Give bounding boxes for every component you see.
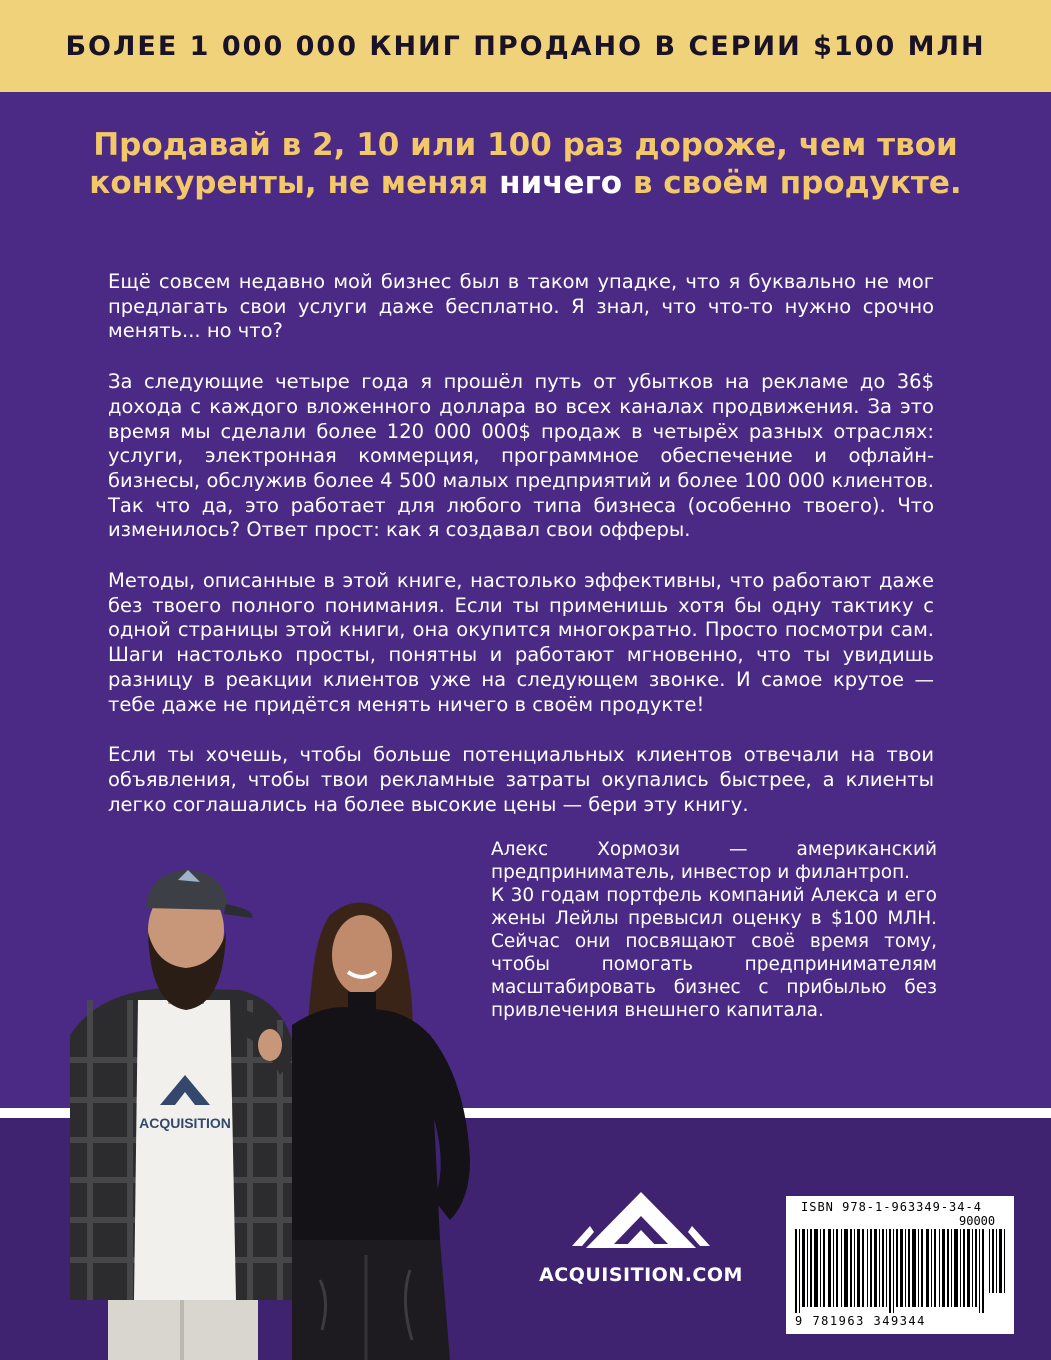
shirt-text: ACQUISITION	[139, 1115, 231, 1131]
top-banner	[0, 0, 1051, 92]
price-code: 90000	[959, 1214, 996, 1228]
bio-line-1: Алекс Хормози — американский предприниматель, инвестор и филантроп.	[491, 839, 937, 883]
acquisition-logo-text: ACQUISITION.COM	[539, 1264, 743, 1286]
headline-part1: Продавай в 2, 10 или 100 раз дороже, чем твои конкуренты, не меняя	[89, 127, 958, 201]
author-photo	[30, 860, 500, 1360]
barcode-bars	[793, 1229, 1007, 1313]
headline-highlight: ничего	[499, 165, 623, 201]
paragraph-4: Если ты хочешь, чтобы больше потенциальных клиентов отвечали на твои объявления, чтобы твои рекламные затраты окупались быстрее, а клиенты легко соглашались на более высокие цены — бери эту книгу.	[108, 743, 934, 816]
description	[108, 270, 934, 843]
headline-part2: в своём продукте.	[622, 165, 962, 201]
bio-line-2: К 30 годам портфель компаний Алекса и его жены Лейлы превысил оценку в $100 МЛН. Сейчас они посвящают своё время тому, чтобы помогать предпринимателям масштабировать бизнес с прибылью без привлечения внешнего капитала.	[491, 885, 937, 1021]
paragraph-2: За следующие четыре года я прошёл путь от убытков на рекламе до 36$ дохода с каждого вложенного доллара во всех каналах продвижения. За это время мы сделали более 120 000 000$ продаж в четырёх разных отраслях: услуги, электронная коммерция, программное обеспечение и офлайн-бизнесы, обслужив более 4 500 малых предприятий и более 100 000 клиентов. Так что да, это работает для любого типа бизнеса (особенно твоего). Что изменилось? Ответ прост: как я создавал свои офферы.	[108, 370, 934, 542]
isbn-barcode	[786, 1196, 1014, 1334]
author-bio	[491, 838, 937, 1022]
paragraph-1: Ещё совсем недавно мой бизнес был в таком упадке, что я буквально не мог предлагать свои услуги даже бесплатно. Я знал, что что-то нужно срочно менять... но что?	[108, 270, 934, 343]
isbn-label: ISBN 978-1-963349-34-4	[801, 1200, 982, 1214]
isbn-digits: 9 781963 349344	[795, 1314, 926, 1328]
banner-text: БОЛЕЕ 1 000 000 КНИГ ПРОДАНО В СЕРИИ $100 МЛН	[65, 30, 986, 62]
headline	[60, 126, 991, 202]
paragraph-3: Методы, описанные в этой книге, настолько эффективны, что работают даже без твоего полного понимания. Если ты применишь хотя бы одну тактику с одной страницы этой книги, она окупится многократно. Просто посмотри сам. Шаги настолько просты, понятны и работают мгновенно, что ты увидишь разницу в реакции клиентов уже на следующем звонке. И самое крутое — тебе даже не придётся менять ничего в своём продукте!	[108, 569, 934, 716]
